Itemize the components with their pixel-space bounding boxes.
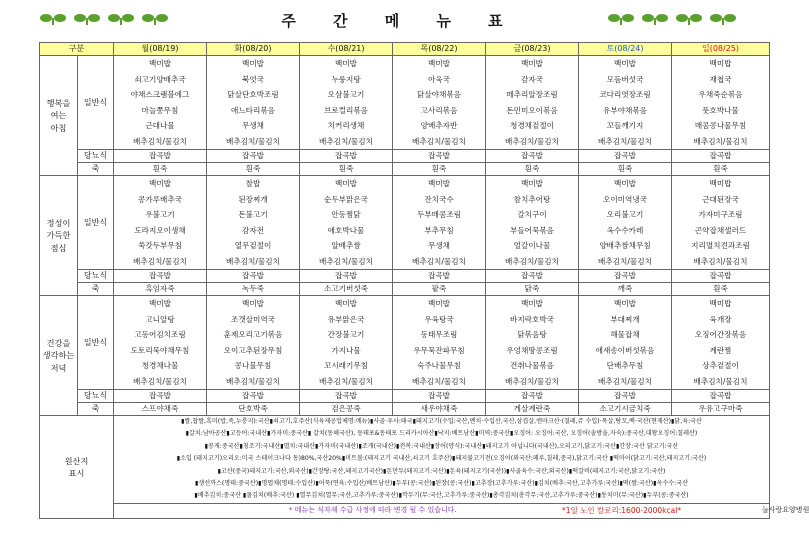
- diabetic-diet-cell: 잡곡밥: [579, 390, 672, 403]
- dish-item: 배추김치/물김치: [226, 256, 280, 266]
- dish-item: 마늘쫑무침: [141, 105, 179, 115]
- sprout-icon: [642, 14, 668, 25]
- dish-item: 배추김치/물김치: [412, 136, 466, 146]
- dish-item: 건취나물볶음: [509, 361, 554, 370]
- dish-item: 쑥갓두부무침: [137, 241, 182, 250]
- diabetic-diet-cell: 잡곡밥: [486, 390, 579, 403]
- menu-cell: [300, 56, 393, 150]
- day-header-sat: 토(08/24): [579, 43, 672, 56]
- dish-item: 갈치구이: [517, 210, 547, 219]
- dish-item: 코다리엿장조림: [599, 90, 651, 99]
- porridge-diet-cell: 흰죽: [300, 163, 393, 176]
- category-header: 구분: [40, 43, 114, 56]
- porridge-diet-cell: 흰죽: [393, 163, 486, 176]
- lunch-main-row: [40, 176, 770, 270]
- day-header-tue: 화(08/20): [207, 43, 300, 56]
- dinner-porridge-diet-row: [40, 403, 770, 416]
- porridge-diet-cell: 흰죽: [486, 163, 579, 176]
- diabetic-diet-cell: 잡곡밥: [207, 390, 300, 403]
- dish-item: 백미밥: [427, 179, 450, 188]
- dish-item: 백미밥: [148, 179, 171, 188]
- dish-item: 우채죽순볶음: [698, 90, 743, 99]
- porridge-diet-cell: 흰죽: [207, 163, 300, 176]
- dish-item: 백미밥: [709, 299, 732, 308]
- dish-item: 우육탕국: [424, 314, 454, 324]
- dish-item: 무생채: [241, 121, 264, 130]
- menu-cell: [486, 56, 579, 150]
- dish-item: 백미밥: [613, 299, 636, 308]
- menu-cell: [114, 296, 207, 390]
- dish-item: 양배추자반: [420, 121, 458, 130]
- footnote-cell: [114, 503, 809, 518]
- regular-diet-label: 일반식: [78, 296, 114, 390]
- dish-item: 배추김치/물김치: [505, 136, 559, 146]
- sprout-icon: [710, 14, 736, 25]
- dish-item: 돈민미오이볶음: [506, 105, 558, 115]
- dish-item: 메추리알장조림: [506, 90, 558, 99]
- dish-item: 유부야채볶음: [602, 105, 647, 115]
- menu-cell: [579, 296, 672, 390]
- origin-line: ▮꽁게:중국산▮칭조기:국내산▮멸치:국내산▮가자미(국내산)▮조개(국내산)▮전복:국내산▮장어(양식):국내산▮돼지고기 아닙니다(국내산),오리고기,닭고기:국산▮간장:국산 닭고기:국산: [204, 442, 679, 450]
- hospital-name: 늘사랑요양병원: [762, 505, 809, 514]
- dish-item: 배추김치/물김치: [598, 136, 652, 146]
- dish-item: 백미밥: [613, 179, 636, 188]
- dish-item: 잔치국수: [424, 194, 454, 204]
- porridge-diet-cell: 흰죽: [672, 163, 770, 176]
- dish-item: 배추김치/물김치: [226, 136, 280, 146]
- dish-item: 배추김치/물김치: [412, 376, 466, 386]
- porridge-diet-cell: 게살계란죽: [486, 403, 579, 416]
- dish-item: 백미밥: [427, 59, 450, 68]
- dish-item: 옥수수카레: [606, 225, 644, 235]
- dish-item: 곤약잡채샐러드: [694, 225, 747, 235]
- dish-item: 숙주나물무침: [416, 361, 461, 370]
- dish-item: 가자미구조림: [698, 210, 743, 219]
- porridge-diet-cell: 단호박죽: [207, 403, 300, 416]
- dish-item: 안동찜닭: [331, 210, 361, 219]
- dish-item: 상추겉절이: [702, 361, 739, 370]
- porridge-diet-label: 죽: [78, 403, 114, 416]
- porridge-diet-cell: 검은콩죽: [300, 403, 393, 416]
- dish-item: 해물잡채: [610, 330, 640, 339]
- dish-item: 간장불고기: [327, 330, 365, 339]
- dish-item: 감자전: [241, 225, 264, 235]
- porridge-diet-cell: 소고기시금치죽: [579, 403, 672, 416]
- dish-item: 도라지오이생채: [134, 225, 186, 235]
- dish-item: 부대찌개: [610, 314, 640, 324]
- dish-item: 고등어김치조림: [134, 330, 186, 339]
- dish-item: 고사리볶음: [420, 105, 458, 115]
- dish-item: 배추김치/물김치: [505, 376, 559, 386]
- menu-cell: [393, 296, 486, 390]
- dish-item: 배추김치/물김치: [693, 136, 748, 146]
- dish-item: 백미밥: [148, 299, 171, 308]
- dish-item: 근대된장국: [702, 194, 739, 204]
- dish-item: 재첩국: [709, 74, 732, 84]
- diabetic-diet-cell: 잡곡밥: [393, 150, 486, 163]
- diabetic-diet-cell: 잡곡밥: [579, 150, 672, 163]
- diabetic-diet-cell: 잡곡밥: [672, 390, 770, 403]
- dish-item: 닭살단호박조림: [227, 90, 279, 99]
- origin-line: ▮배추김치:중국산 ▮물김치(배추:국산) ▮열무김치(열무:국산,고추가루:중국산)▮깍두기(무:국산,고추가루:중국산)▮총각김치(총각무:국산,고추가루:중국산)▮동치미(무:국산)▮두부(콩:중국산): [194, 492, 689, 500]
- dish-item: 육개장: [709, 314, 732, 324]
- origin-line: ▮갈치:남아공산▮고등어:국내산▮가자미:중국산▮ 갈치(동해국산), 동태포&동태포 드리카시아산▮낙지:베트남산▮미역:중국산▮오징어: 오징어:국산, 오징어(솔방울,자숙):중국산,대왕오징어:칠레산): [185, 430, 698, 438]
- dish-item: 배추김치/물김치: [693, 256, 748, 266]
- dish-item: 고니알탕: [145, 314, 175, 324]
- dish-item: 백미밥: [334, 59, 357, 68]
- diabetic-diet-cell: 잡곡밥: [114, 150, 207, 163]
- day-header-mon: 월(08/19): [114, 43, 207, 56]
- dish-item: 오삼불고기: [327, 90, 365, 99]
- calorie-note: *1일 노인 칼로리:1600-2000kcal*: [562, 505, 682, 515]
- dish-item: 알배추쌈: [331, 241, 361, 250]
- diabetic-diet-cell: 잡곡밥: [393, 390, 486, 403]
- dish-item: 참치추어탕: [513, 194, 551, 204]
- dish-item: 배추김치/물김치: [319, 136, 373, 146]
- porridge-diet-cell: 닭죽: [486, 283, 579, 296]
- dish-item: 백미밥: [709, 179, 732, 188]
- porridge-diet-cell: 깨죽: [579, 283, 672, 296]
- regular-diet-label: 일반식: [78, 176, 114, 270]
- porridge-diet-label: 죽: [78, 283, 114, 296]
- dish-item: 백미밥: [427, 299, 450, 308]
- diabetic-diet-label: 당뇨식: [78, 390, 114, 403]
- breakfast-label: 행복을 여는 아침: [40, 56, 78, 176]
- menu-cell: [207, 56, 300, 150]
- dish-item: 청경채겉절이: [509, 121, 554, 130]
- dish-item: 배추김치/물김치: [505, 256, 559, 266]
- dish-item: 배추김치/물김치: [133, 136, 187, 146]
- dish-item: 브로컬리볶음: [323, 105, 368, 115]
- dish-item: 닭살야채볶음: [416, 90, 461, 99]
- dish-item: 백미밥: [520, 179, 543, 188]
- lunch-porridge-diet-row: [40, 283, 770, 296]
- dish-item: 유부맑은국: [327, 314, 365, 324]
- menu-cell: [672, 176, 770, 270]
- dish-item: 조갯살미역국: [230, 314, 275, 324]
- dish-item: 백미밥: [520, 59, 543, 68]
- dish-item: 우무묵잔파무침: [413, 345, 465, 355]
- dish-item: 애느타리볶음: [230, 105, 275, 115]
- sprout-icon: [676, 14, 702, 25]
- dish-item: 쇠고기양배추국: [134, 74, 186, 84]
- dish-item: 누룽지탕: [331, 74, 361, 84]
- dinner-diabetic-diet-row: [40, 390, 770, 403]
- menu-cell: [393, 176, 486, 270]
- day-header-thu: 목(08/22): [393, 43, 486, 56]
- dish-item: 꼬들깨기지: [606, 121, 644, 130]
- origin-line: ▮소입 (돼지고기)오리오:미국 스테이크나다 동)80%,국산20%▮미트볼:(돼지고기 국내산,쇠고기 호주산)▮돼지불고기전(오징어(외국산:페루,칠레,중국),닭고기:국산 ▮떡마이(닭고기:국산,돼지고기:국산): [176, 455, 707, 463]
- dish-item: 꼬시래기무침: [323, 361, 368, 370]
- dish-item: 도토리묵야채무침: [130, 345, 190, 355]
- dish-item: 애호박나물: [327, 225, 365, 235]
- dish-item: 백미밥: [520, 299, 543, 308]
- menu-cell: [672, 296, 770, 390]
- menu-cell: [300, 176, 393, 270]
- porridge-diet-cell: 흰죽: [579, 163, 672, 176]
- day-header-wed: 수(08/21): [300, 43, 393, 56]
- weekly-menu-table: [39, 42, 809, 519]
- dish-item: 오징어간장볶음: [694, 330, 747, 339]
- regular-diet-label: 일반식: [78, 56, 114, 150]
- menu-cell: [207, 176, 300, 270]
- porridge-diet-cell: 스프야채죽: [114, 403, 207, 416]
- menu-cell: [579, 56, 672, 150]
- porridge-diet-label: 죽: [78, 163, 114, 176]
- day-header-sun: 일(08/25): [672, 43, 770, 56]
- diabetic-diet-cell: 잡곡밥: [207, 270, 300, 283]
- dish-item: 배추김치/물김치: [412, 256, 466, 266]
- diabetic-diet-label: 당뇨식: [78, 270, 114, 283]
- diabetic-diet-cell: 잡곡밥: [672, 270, 770, 283]
- menu-cell: [114, 56, 207, 150]
- menu-cell: [579, 176, 672, 270]
- dish-item: 훈제오리고기볶음: [223, 330, 283, 339]
- diabetic-diet-cell: 잡곡밥: [300, 390, 393, 403]
- dish-item: 백미밥: [709, 59, 732, 68]
- menu-cell: [300, 296, 393, 390]
- dish-item: 열무겉절이: [234, 241, 272, 250]
- menu-cell: [486, 296, 579, 390]
- dish-item: 무생채: [427, 241, 450, 250]
- dish-item: 단배추무침: [606, 361, 644, 370]
- dish-item: 닭볶음탕: [517, 330, 547, 339]
- footnote-row: [40, 503, 770, 518]
- sprout-decoration-right: [608, 12, 738, 26]
- dish-item: 아욱국: [427, 74, 450, 84]
- dish-item: 백미밥: [334, 299, 357, 308]
- diabetic-diet-cell: 잡곡밥: [579, 270, 672, 283]
- dish-item: 순두부맑은국: [323, 194, 368, 204]
- porridge-diet-cell: 흰죽: [114, 163, 207, 176]
- dish-item: 청경채나물: [141, 361, 179, 370]
- dish-item: 오리불고기: [606, 210, 644, 219]
- dish-item: 부들어묵볶음: [509, 225, 554, 235]
- header: [0, 0, 800, 40]
- porridge-diet-cell: 소고기버섯죽: [300, 283, 393, 296]
- dish-item: 바지락호박국: [509, 314, 554, 324]
- dish-item: 야채스크램블에그: [130, 90, 190, 99]
- day-header-fri: 금(08/23): [486, 43, 579, 56]
- dish-item: 모듬버섯국: [606, 74, 644, 84]
- menu-cell: [393, 56, 486, 150]
- dish-item: 두부매콤조림: [416, 210, 461, 219]
- dish-item: 배추김치/물김치: [319, 256, 373, 266]
- dish-item: 치커리생채: [327, 121, 365, 130]
- dish-item: 백미밥: [334, 179, 357, 188]
- dish-item: 근대나물: [145, 121, 175, 130]
- dish-item: 동태무조림: [420, 330, 458, 339]
- sprout-icon: [608, 14, 634, 25]
- menu-cell: [114, 176, 207, 270]
- dish-item: 콩가루배추국: [137, 194, 182, 204]
- dish-item: 부추무침: [424, 225, 454, 235]
- porridge-diet-cell: 흰죽: [672, 283, 770, 296]
- dish-item: 배추김치/물김치: [226, 376, 280, 386]
- dish-item: 배추김치/물김치: [133, 256, 187, 266]
- dish-item: 얼갈이나물: [513, 241, 551, 250]
- origin-info: [114, 416, 770, 504]
- dinner-label: 건강을 생각하는 저녁: [40, 296, 78, 416]
- dish-item: 오이미역냉국: [602, 194, 647, 204]
- dish-item: 우불고기: [145, 210, 175, 219]
- breakfast-diabetic-diet-row: [40, 150, 770, 163]
- dish-item: 매콤콩나물무침: [694, 121, 747, 130]
- diabetic-diet-cell: 잡곡밥: [207, 150, 300, 163]
- dish-item: 풋호박나물: [702, 105, 739, 115]
- header-row: [40, 43, 770, 56]
- dish-item: 배추김치/물김치: [319, 376, 373, 386]
- dish-item: 우엉채땅콩조림: [506, 345, 558, 355]
- dish-item: 백미밥: [613, 59, 636, 68]
- origin-line: ▮생선까스(명태:중국산)▮명엽채(명태:수입산)▮어묵(연육:수입산/베트남산)▮두부(콩:국산)▮된장(콩:국산)▮고추장(고추가루:국산)▮김치(배추:국산,고추가루:국산)▮떡(쌀:국산)▮옥수수:국산: [194, 479, 689, 487]
- diabetic-diet-cell: 잡곡밥: [486, 270, 579, 283]
- dish-item: 애새송이버섯볶음: [595, 345, 655, 355]
- dish-item: 가지나물: [331, 345, 361, 355]
- menu-cell: [486, 176, 579, 270]
- porridge-diet-cell: 흑임자죽: [114, 283, 207, 296]
- dish-item: 계란찜: [709, 345, 732, 355]
- page-title: 주 간 메 뉴 표: [281, 12, 519, 30]
- diabetic-diet-cell: 잡곡밥: [672, 150, 770, 163]
- dish-item: 백미밥: [241, 299, 264, 308]
- dish-item: 찰밥: [245, 179, 261, 188]
- dish-item: 콩나물무침: [234, 361, 272, 370]
- diabetic-diet-cell: 잡곡밥: [114, 390, 207, 403]
- dish-item: 백미밥: [148, 59, 171, 68]
- dish-item: 배추김치/물김치: [693, 376, 748, 386]
- dish-item: 백미밥: [241, 59, 264, 68]
- origin-line: ▮고산(중국)돼지고기:국산,외국산)▮간장탕:국산,돼지고기국산)▮돈만두(돼지고기:국산)▮돈육(돼지고기(국산))▮사골육수:국산,외국산)▮떡갈비(돼지고기:국산,닭고기:국산): [217, 467, 666, 475]
- dish-item: 북엇국: [241, 74, 264, 84]
- diabetic-diet-label: 당뇨식: [78, 150, 114, 163]
- dish-item: 배추김치/물김치: [133, 376, 187, 386]
- origin-row: [40, 416, 770, 504]
- porridge-diet-cell: 새우야채죽: [393, 403, 486, 416]
- dish-item: 배추김치/물김치: [598, 256, 652, 266]
- origin-line: ▮쌀,찹쌀,흑미(밥,죽,누룽지):국산▮쇠고기,호주산(식육제공업체명:메뉴)▮사골·우사:태국▮돼지고기(수입:국산,멘치·수입산,국산,삼겹살,엔마크산·(칠레,쥬 수입)·목살,탕꼬,백·국산(현재산)▮닭,육:국산: [181, 418, 702, 425]
- dish-item: 양배추쌈채무침: [599, 241, 651, 250]
- breakfast-porridge-diet-row: [40, 163, 770, 176]
- menu-cell: [207, 296, 300, 390]
- origin-label: 원산지 표시: [40, 416, 114, 519]
- menu-change-note: * 메뉴는 식자재 수급 사정에 따라 변경 될 수 있습니다.: [289, 505, 457, 514]
- diabetic-diet-cell: 잡곡밥: [114, 270, 207, 283]
- diabetic-diet-cell: 잡곡밥: [300, 150, 393, 163]
- porridge-diet-cell: 녹두죽: [207, 283, 300, 296]
- dish-item: 된장찌개: [238, 194, 268, 204]
- dish-item: 돈불고기: [238, 210, 268, 219]
- menu-cell: [672, 56, 770, 150]
- lunch-label: 정성이 가득한 점심: [40, 176, 78, 296]
- dish-item: 지리멸치견과조림: [691, 241, 750, 250]
- diabetic-diet-cell: 잡곡밥: [393, 270, 486, 283]
- dish-item: 감자국: [520, 74, 543, 84]
- dinner-main-row: [40, 296, 770, 390]
- lunch-diabetic-diet-row: [40, 270, 770, 283]
- diabetic-diet-cell: 잡곡밥: [486, 150, 579, 163]
- dish-item: 배추김치/물김치: [598, 376, 652, 386]
- breakfast-main-row: [40, 56, 770, 150]
- porridge-diet-cell: 우유고구마죽: [672, 403, 770, 416]
- porridge-diet-cell: 팥죽: [393, 283, 486, 296]
- diabetic-diet-cell: 잡곡밥: [300, 270, 393, 283]
- dish-item: 오이고추된장무침: [223, 345, 283, 355]
